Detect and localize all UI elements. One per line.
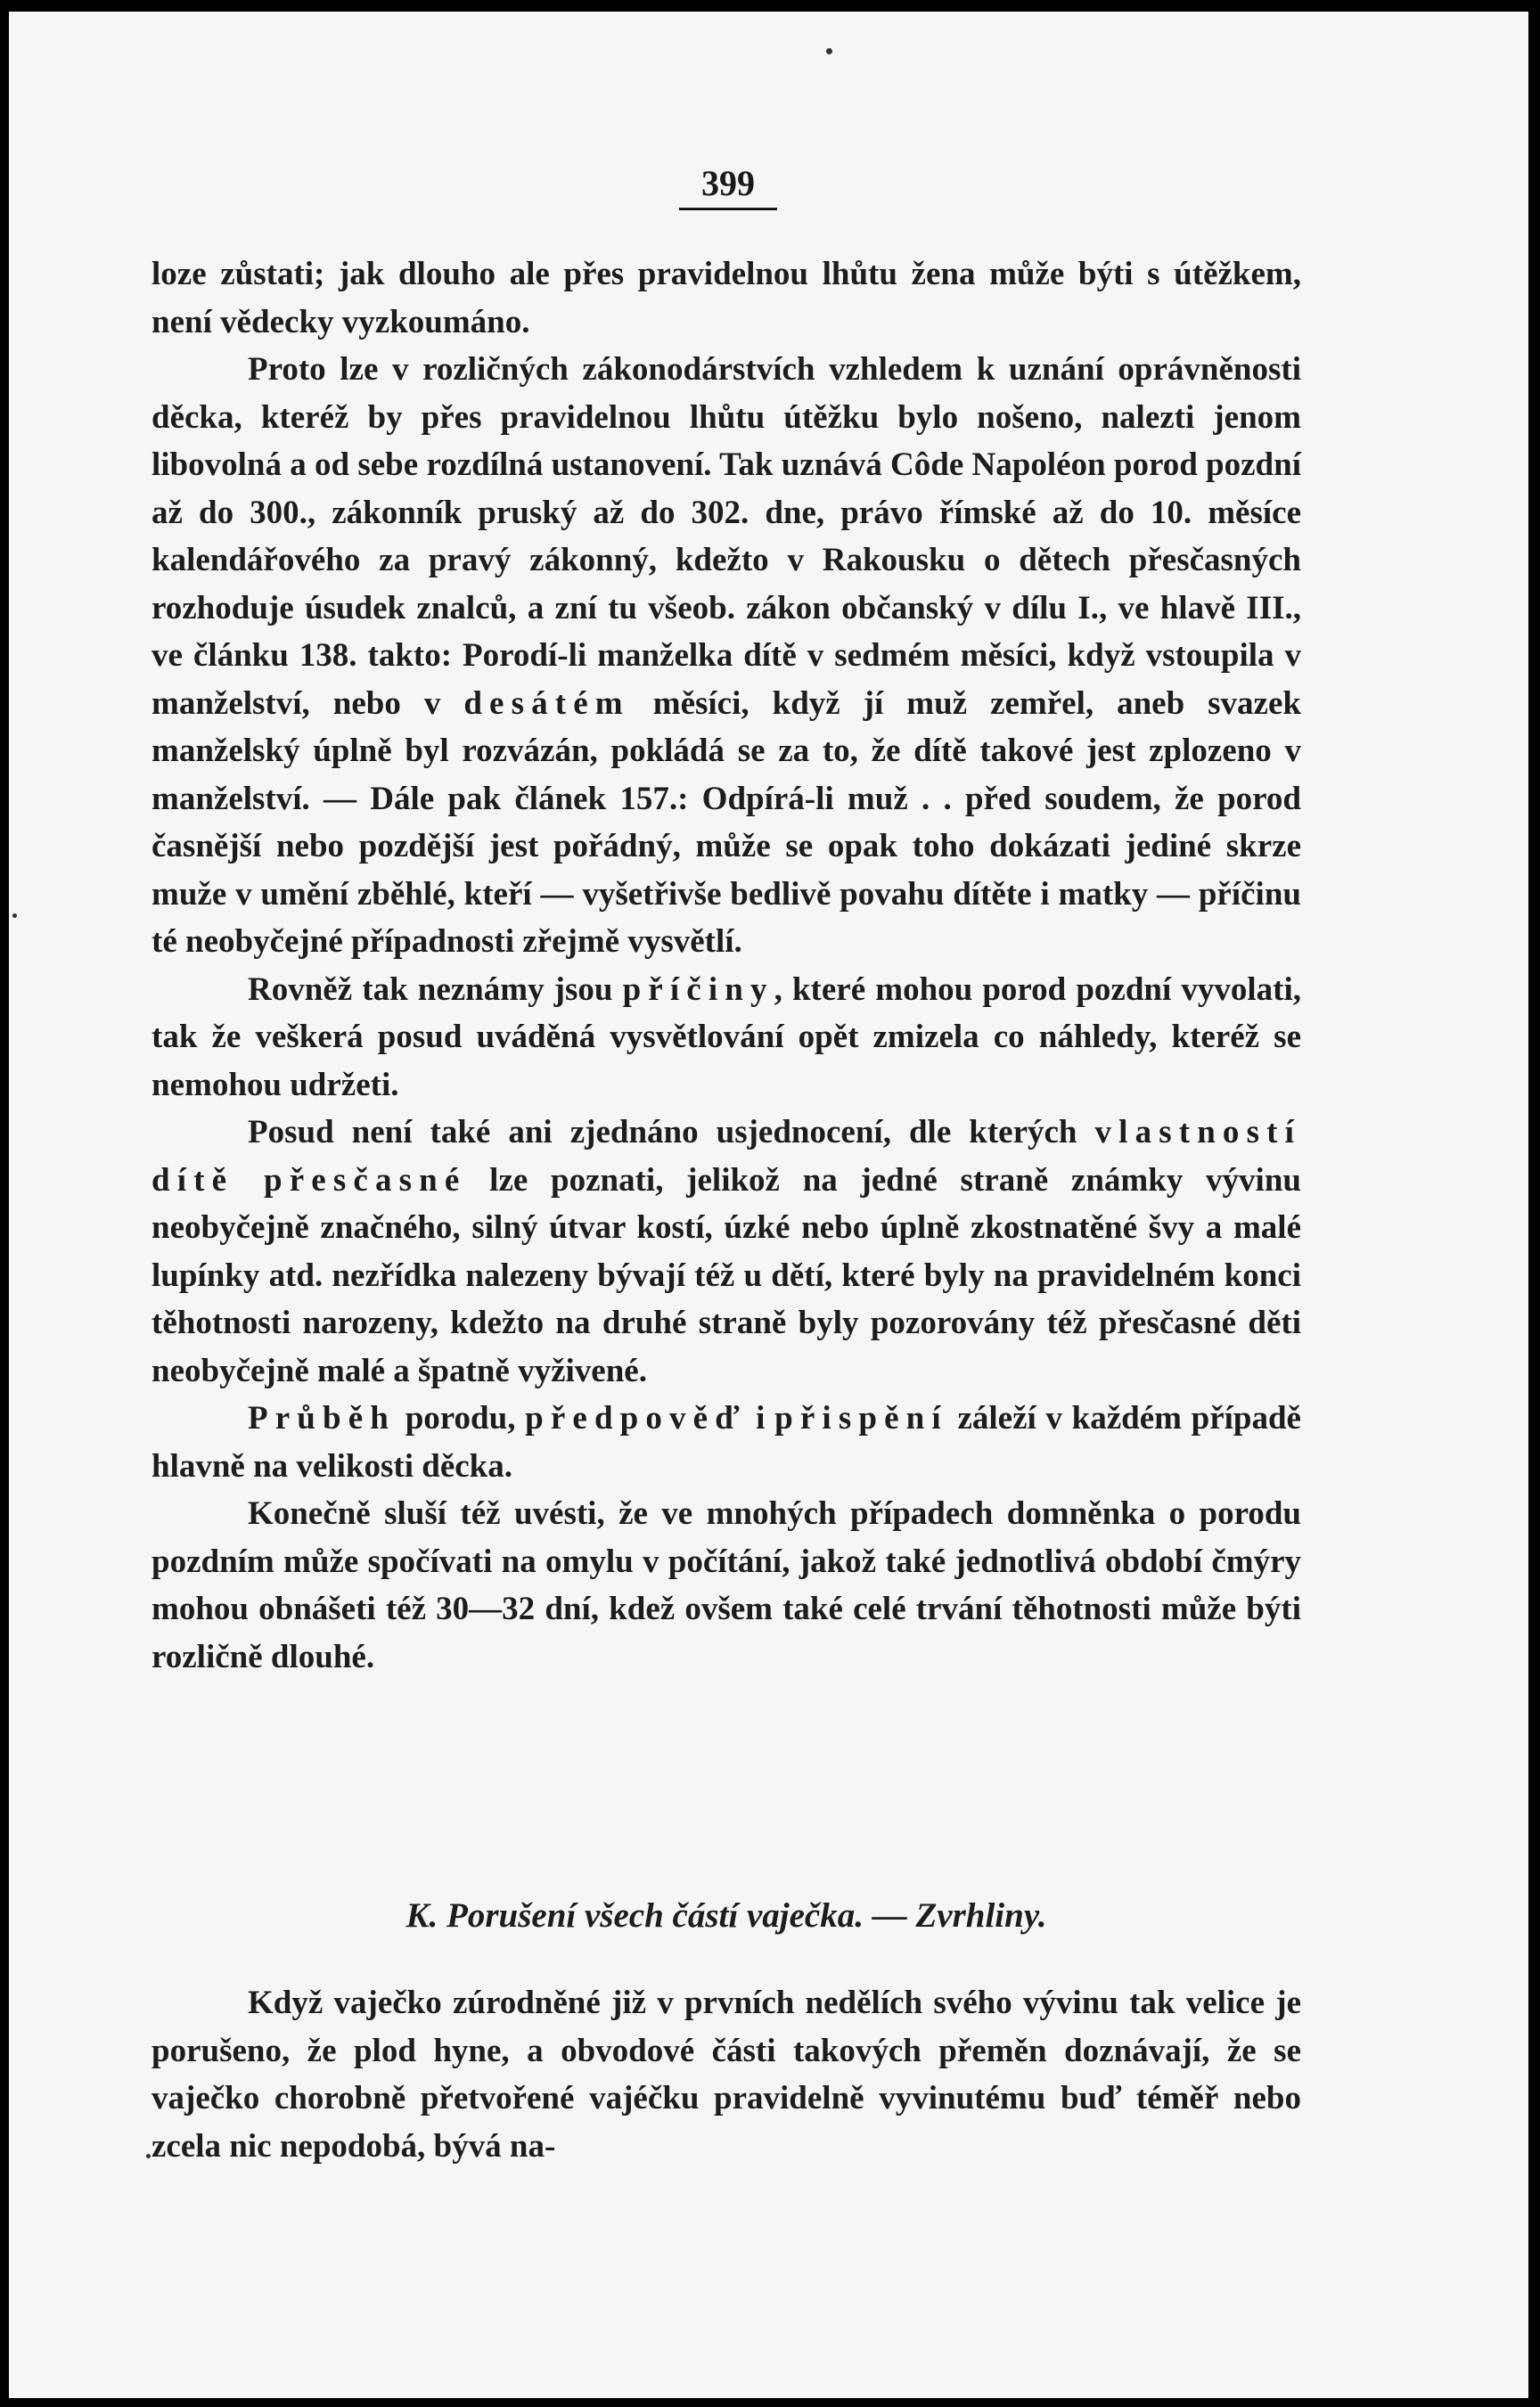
paragraph-5-text-a: porodu, xyxy=(396,1400,526,1437)
paragraph-4-text-b: lze poznati, jelikož na jedné straně známky vývinu neobyčejně značného, silný útvar kostí, úzké nebo úplně zkostnatěné švy a malé lupínky atd. nezřídka nalezeny bývají též u dětí, které byly na pravidelném konci těhotnosti narozeny, kdežto na druhé straně byly pozorovány též přesčasné děti neobyčejně malé a špatně vyživené. xyxy=(152,1161,1301,1389)
paragraph-4 xyxy=(152,1109,1301,1395)
paragraph-3 xyxy=(152,966,1301,1109)
paragraph-2-text-a: Proto lze v rozličných zákonodárstvích vzhledem k uznání oprávněnosti děcka, kteréž by přes pravidelnou lhůtu útěžku bylo nošeno, nalezti jenom libovolná a od sebe rozdílná ustanovení. Tak uznává Côde Napoléon porod pozdní až do 300., zákonník pruský až do 302. dne, právo římské až do 10. měsíce kalendářového za pravý zákonný, kdežto v Rakousku o dětech přesčasných rozhoduje úsudek znalců, a zní tu všeob. zákon občanský v dílu I., ve hlavě III., ve článku 138. takto: Porodí-li manželka dítě v sedmém měsíci, když vstoupila v manželství, nebo v xyxy=(152,351,1301,722)
book-page xyxy=(9,12,1528,2398)
print-speck xyxy=(146,2154,151,2158)
page-number: 399 xyxy=(701,163,755,203)
print-speck xyxy=(12,913,17,918)
body-text-block-1 xyxy=(152,250,1301,1681)
paragraph-5-text-c: záleží v každém případě hlavně na velikosti děcka. xyxy=(152,1400,1301,1485)
paragraph-3-text-b: , které mohou porod pozdní vyvolati, tak že veškerá posud uváděná vysvětlování opět zmizela co náhledy, kteréž se nemohou udržeti. xyxy=(152,970,1301,1103)
paragraph-4-text-a: Posud není také ani zjednáno usjednocení, dle kterých xyxy=(248,1114,1095,1150)
paragraph-2-text-b: měsíci, když jí muž zemřel, aneb svazek manželský úplně byl rozvázán, pokládá se za to, že dítě takové jest zplozeno v manželství. — Dále pak článek 157.: Odpírá-li muž . . před soudem, že porod časnější nebo pozdější jest pořádný, může se opak toho dokázati jediné skrze muže v umění zběhlé, kteří — vyšetřivše bedlivě povahu dítěte i matky — příčinu té neobyčejné případnosti zřejmě vysvětlí. xyxy=(152,684,1301,960)
paragraph-6: Konečně sluší též uvésti, že ve mnohých případech domněnka o porodu pozdním může spočívati na omylu v počítání, jakož také jednotlivá období čmýry mohou obnášeti též 30—32 dní, kdež ovšem také celé trvání těhotnosti může býti rozličně dlouhé. xyxy=(152,1495,1301,1675)
page-number-rule xyxy=(679,208,777,210)
emphasis-prispeni: přispění xyxy=(774,1400,948,1437)
paragraph-1: loze zůstati; jak dlouho ale přes pravidelnou lhůtu žena může býti s útěžkem, není vědecky vyzkoumáno. xyxy=(152,256,1301,340)
body-text-block-2 xyxy=(152,1979,1301,2170)
paragraph-3-text-a: Rovněž tak neznámy jsou xyxy=(248,970,623,1008)
emphasis-predpoved: předpověď xyxy=(525,1400,747,1437)
emphasis-priciny: příčiny xyxy=(622,970,774,1008)
paragraph-5-text-b: i xyxy=(746,1400,775,1437)
section-heading: K. Porušení všech částí vaječka. — Zvrhliny. xyxy=(405,1896,1047,1935)
emphasis-prubeh: Průběh xyxy=(248,1400,397,1437)
paragraph-7: Když vaječko zúrodněné již v prvních nedělích svého vývinu tak velice je porušeno, že plod hyne, a obvodové části takových přeměn doznávají, že se vaječko chorobně přetvořené vajéčku pravidelně vyvinutému buď téměř nebo zcela nic nepodobá, bývá na- xyxy=(152,1985,1301,2165)
paragraph-5 xyxy=(152,1395,1301,1490)
emphasis-vlastnosti: vlastností dítě přesčasné xyxy=(152,1114,1301,1199)
paragraph-2 xyxy=(152,346,1301,966)
emphasis-desatem: desátém xyxy=(463,684,630,722)
print-speck xyxy=(826,48,832,54)
